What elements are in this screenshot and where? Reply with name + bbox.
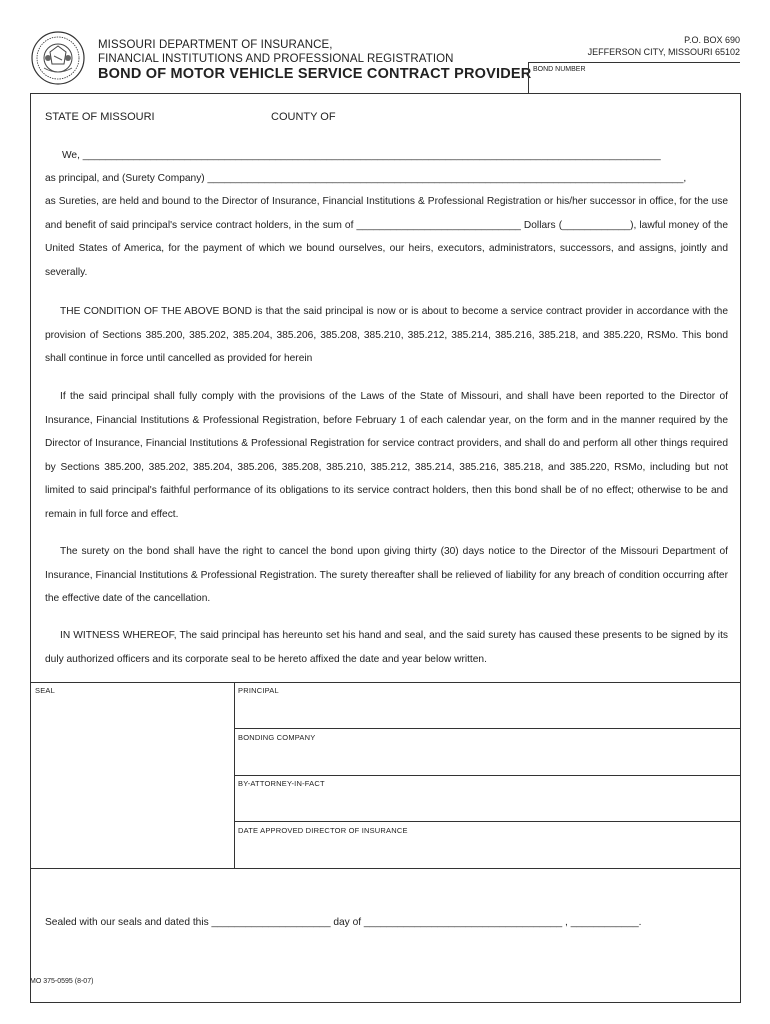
signature-row-divider xyxy=(234,728,741,729)
condition-paragraph: THE CONDITION OF THE ABOVE BOND is that the said principal is now or is about to become a service contract provider in accordance with the provision of Sections 385.200, 385.202, 385.204, 385.206, 385.208, 385.210, 385.212, 385.214, 385.216, 385.218, and 385.220, RSMo. This bond shall continue in force until cancelled as provided for herein xyxy=(45,306,728,364)
compliance-paragraph: If the said principal shall fully comply with the provisions of the Laws of the State of Missouri, and shall have been reported to the Director of Insurance, Financial Institutions & Professional Registration, before February 1 of each calendar year, on the form and in the manner required by the Director of Insurance, Financial Institutions & Professional Registration for service contract providers, and shall do and perform all other things required by Sections 385.200, 385.202, 385.204, 385.206, 385.208, 385.210, 385.212, 385.214, 385.216, 385.218, and 385.220, RSMo, including but not limited to said principal's faithful performance of its obligations to its service contract holders, then this bond shall be of no effect; otherwise to be and remain in full force and effect. xyxy=(45,391,728,520)
address-line-1: P.O. BOX 690 xyxy=(684,35,740,45)
bonding-company-label: BONDING COMPANY xyxy=(238,733,316,742)
state-seal-icon xyxy=(30,30,86,86)
date-approved-label: DATE APPROVED DIRECTOR OF INSURANCE xyxy=(238,826,408,835)
address-line-2: JEFFERSON CITY, MISSOURI 65102 xyxy=(587,47,740,57)
form-title: BOND OF MOTOR VEHICLE SERVICE CONTRACT PROVIDER xyxy=(98,66,532,82)
signature-row-divider xyxy=(234,821,741,822)
parties-we-line[interactable]: We, ______________________________________________________________________________________________________ xyxy=(62,150,661,161)
mailing-address xyxy=(588,34,740,58)
department-name xyxy=(98,38,454,66)
principal-signature-label: PRINCIPAL xyxy=(238,686,279,695)
sealed-dated-line[interactable]: Sealed with our seals and dated this _____________________ day of ___________________________________ , ____________. xyxy=(45,917,642,928)
bond-number-label: BOND NUMBER xyxy=(533,66,586,73)
department-line-1: MISSOURI DEPARTMENT OF INSURANCE, xyxy=(98,39,333,51)
witness-paragraph: IN WITNESS WHEREOF, The said principal has hereunto set his hand and seal, and the said surety has caused these presents to be signed by its duly authorized officers and its corporate seal to be hereto affixed the date and year below written. xyxy=(45,630,728,665)
form-number: MO 375-0595 (8-07) xyxy=(30,978,94,985)
state-label: STATE OF MISSOURI xyxy=(45,111,155,123)
county-label: COUNTY OF xyxy=(271,111,336,123)
seal-label: SEAL xyxy=(35,686,55,695)
bond-obligation-paragraph: as Sureties, are held and bound to the Director of Insurance, Financial Institutions & Professional Registration or his/her successor in office, for the use and benefit of said principal's service contract holders, in the sum of _____________________________ Dollars (____________), lawful money of the United States of America, for the payment of which we bound ourselves, our heirs, executors, administrators, successors, and assigns, jointly and severally. xyxy=(45,196,728,278)
signature-row-divider xyxy=(234,775,741,776)
cancellation-paragraph: The surety on the bond shall have the right to cancel the bond upon giving thirty (30) days notice to the Director of the Missouri Department of Insurance, Financial Institutions & Professional Registration. The surety thereafter shall be relieved of liability for any breach of condition occurring after the effective date of the cancellation. xyxy=(45,546,728,604)
department-line-2: FINANCIAL INSTITUTIONS AND PROFESSIONAL REGISTRATION xyxy=(98,53,454,65)
attorney-in-fact-label: BY-ATTORNEY-IN-FACT xyxy=(238,779,325,788)
surety-company-line[interactable]: as principal, and (Surety Company) ____________________________________________________________________________________, xyxy=(45,173,687,184)
